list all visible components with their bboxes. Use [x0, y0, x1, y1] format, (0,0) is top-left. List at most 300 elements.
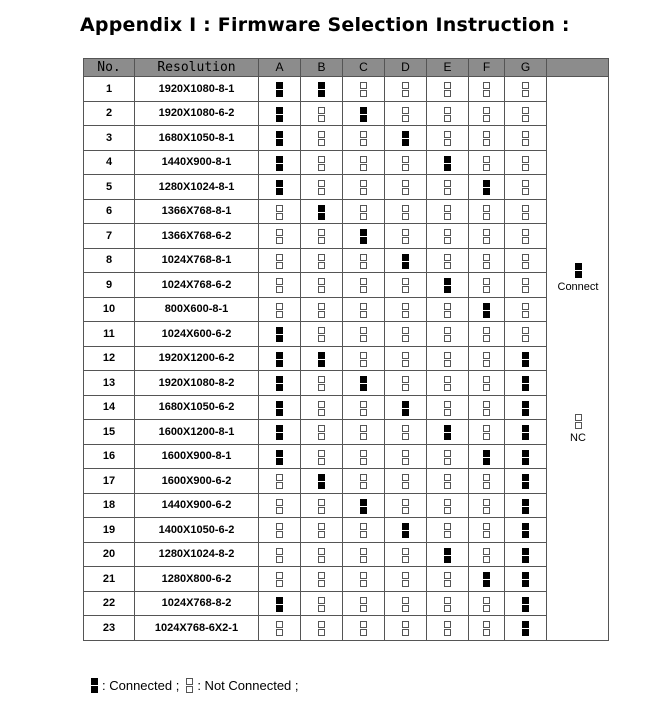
- pin-cell-g: [505, 567, 547, 592]
- pin-cell-c: [343, 101, 385, 126]
- header-pin-g: G: [505, 59, 547, 77]
- header-pin-d: D: [385, 59, 427, 77]
- pin-cell-d: [385, 567, 427, 592]
- jumper-open-icon: [443, 571, 452, 588]
- jumper-open-icon: [401, 155, 410, 172]
- jumper-open-icon: [359, 400, 368, 417]
- pin-cell-b: [301, 77, 343, 102]
- pin-cell-d: [385, 542, 427, 567]
- jumper-open-icon: [521, 277, 530, 294]
- jumper-open-icon: [317, 326, 326, 343]
- row-number: 1: [84, 77, 135, 102]
- pin-cell-g: [505, 150, 547, 175]
- row-number: 9: [84, 273, 135, 298]
- jumper-connected-icon: [401, 522, 410, 539]
- pin-cell-d: [385, 591, 427, 616]
- jumper-connected-icon: [521, 424, 530, 441]
- jumper-open-icon: [443, 449, 452, 466]
- jumper-open-icon: [317, 155, 326, 172]
- table-row: [84, 542, 609, 567]
- header-pin-a: A: [259, 59, 301, 77]
- jumper-open-icon: [521, 81, 530, 98]
- table-row: [84, 493, 609, 518]
- jumper-open-icon: [482, 228, 491, 245]
- pin-cell-e: [427, 469, 469, 494]
- row-resolution: 1440X900-6-2: [135, 493, 259, 518]
- jumper-open-icon: [359, 571, 368, 588]
- jumper-open-icon: [359, 179, 368, 196]
- pin-cell-e: [427, 420, 469, 445]
- pin-cell-f: [469, 224, 505, 249]
- jumper-open-icon: [359, 424, 368, 441]
- jumper-open-icon: [482, 620, 491, 637]
- jumper-open-icon: [359, 204, 368, 221]
- jumper-open-icon: [482, 473, 491, 490]
- row-resolution: 1920X1200-6-2: [135, 346, 259, 371]
- jumper-open-icon: [443, 596, 452, 613]
- pin-cell-g: [505, 297, 547, 322]
- pin-cell-a: [259, 248, 301, 273]
- header-legend: [547, 59, 609, 77]
- pin-cell-c: [343, 395, 385, 420]
- pin-cell-g: [505, 371, 547, 396]
- jumper-open-icon: [482, 155, 491, 172]
- jumper-open-icon: [482, 424, 491, 441]
- pin-cell-c: [343, 199, 385, 224]
- row-number: 3: [84, 126, 135, 151]
- table-row: [84, 126, 609, 151]
- row-number: 12: [84, 346, 135, 371]
- pin-cell-g: [505, 126, 547, 151]
- jumper-connected-icon: [521, 596, 530, 613]
- pin-cell-a: [259, 273, 301, 298]
- pin-cell-c: [343, 616, 385, 641]
- pin-cell-c: [343, 322, 385, 347]
- jumper-open-icon: [317, 498, 326, 515]
- jumper-open-icon: [275, 277, 284, 294]
- jumper-open-icon: [275, 571, 284, 588]
- row-number: 14: [84, 395, 135, 420]
- jumper-open-icon: [401, 571, 410, 588]
- pin-cell-c: [343, 591, 385, 616]
- jumper-open-icon: [401, 302, 410, 319]
- jumper-open-icon: [401, 179, 410, 196]
- pin-cell-e: [427, 273, 469, 298]
- jumper-open-icon: [317, 571, 326, 588]
- pin-cell-a: [259, 224, 301, 249]
- jumper-connected-icon: [482, 449, 491, 466]
- legend-connect: [547, 262, 609, 293]
- jumper-open-icon: [275, 547, 284, 564]
- jumper-open-icon: [443, 498, 452, 515]
- jumper-open-icon: [482, 351, 491, 368]
- row-resolution: 1280X1024-8-2: [135, 542, 259, 567]
- row-resolution: 1280X1024-8-1: [135, 175, 259, 200]
- jumper-open-icon: [359, 326, 368, 343]
- pin-cell-c: [343, 150, 385, 175]
- pin-cell-d: [385, 150, 427, 175]
- pin-cell-a: [259, 493, 301, 518]
- connected-symbol-icon: [90, 677, 99, 694]
- row-number: 7: [84, 224, 135, 249]
- row-number: 16: [84, 444, 135, 469]
- connected-symbol-icon: [574, 262, 583, 279]
- jumper-connected-icon: [359, 375, 368, 392]
- pin-cell-b: [301, 444, 343, 469]
- pin-cell-a: [259, 346, 301, 371]
- pin-cell-f: [469, 493, 505, 518]
- row-resolution: 1400X1050-6-2: [135, 518, 259, 543]
- jumper-open-icon: [275, 302, 284, 319]
- jumper-connected-icon: [275, 179, 284, 196]
- jumper-open-icon: [401, 81, 410, 98]
- pin-cell-a: [259, 395, 301, 420]
- row-number: 10: [84, 297, 135, 322]
- legend-connect-label: Connect: [557, 281, 599, 293]
- jumper-open-icon: [482, 277, 491, 294]
- jumper-connected-icon: [275, 596, 284, 613]
- table-row: [84, 395, 609, 420]
- row-resolution: 1024X768-8-2: [135, 591, 259, 616]
- jumper-open-icon: [401, 547, 410, 564]
- jumper-open-icon: [359, 547, 368, 564]
- firmware-selection-table: [83, 58, 609, 641]
- jumper-open-icon: [443, 106, 452, 123]
- jumper-connected-icon: [482, 302, 491, 319]
- jumper-open-icon: [317, 400, 326, 417]
- table-row: [84, 248, 609, 273]
- jumper-open-icon: [359, 473, 368, 490]
- jumper-open-icon: [482, 400, 491, 417]
- jumper-connected-icon: [401, 400, 410, 417]
- pin-cell-e: [427, 395, 469, 420]
- pin-cell-g: [505, 224, 547, 249]
- pin-cell-b: [301, 224, 343, 249]
- jumper-open-icon: [482, 375, 491, 392]
- jumper-connected-icon: [521, 473, 530, 490]
- pin-cell-g: [505, 542, 547, 567]
- table-header-row: [84, 59, 609, 77]
- pin-cell-a: [259, 420, 301, 445]
- jumper-open-icon: [521, 302, 530, 319]
- pin-cell-b: [301, 371, 343, 396]
- pin-cell-g: [505, 444, 547, 469]
- jumper-open-icon: [359, 596, 368, 613]
- pin-cell-c: [343, 175, 385, 200]
- jumper-connected-icon: [275, 106, 284, 123]
- row-number: 11: [84, 322, 135, 347]
- jumper-open-icon: [317, 596, 326, 613]
- table-row: [84, 591, 609, 616]
- jumper-open-icon: [443, 204, 452, 221]
- jumper-open-icon: [443, 130, 452, 147]
- pin-cell-e: [427, 224, 469, 249]
- jumper-open-icon: [359, 277, 368, 294]
- jumper-open-icon: [359, 253, 368, 270]
- pin-cell-c: [343, 297, 385, 322]
- jumper-open-icon: [482, 204, 491, 221]
- jumper-connected-icon: [275, 81, 284, 98]
- jumper-open-icon: [521, 179, 530, 196]
- row-number: 4: [84, 150, 135, 175]
- jumper-open-icon: [317, 179, 326, 196]
- jumper-connected-icon: [521, 620, 530, 637]
- row-number: 5: [84, 175, 135, 200]
- pin-cell-g: [505, 248, 547, 273]
- pin-cell-g: [505, 346, 547, 371]
- jumper-connected-icon: [521, 498, 530, 515]
- pin-cell-d: [385, 518, 427, 543]
- pin-cell-e: [427, 493, 469, 518]
- pin-cell-d: [385, 469, 427, 494]
- row-resolution: 1600X900-8-1: [135, 444, 259, 469]
- jumper-open-icon: [275, 620, 284, 637]
- pin-cell-e: [427, 542, 469, 567]
- jumper-open-icon: [482, 547, 491, 564]
- jumper-open-icon: [317, 547, 326, 564]
- jumper-open-icon: [359, 155, 368, 172]
- jumper-open-icon: [443, 522, 452, 539]
- footer-not-connected-text: : Not Connected ;: [197, 678, 299, 693]
- pin-cell-f: [469, 175, 505, 200]
- jumper-open-icon: [317, 228, 326, 245]
- pin-cell-d: [385, 420, 427, 445]
- table-row: [84, 420, 609, 445]
- pin-cell-b: [301, 322, 343, 347]
- table-row: [84, 175, 609, 200]
- pin-cell-e: [427, 567, 469, 592]
- pin-cell-c: [343, 493, 385, 518]
- pin-cell-g: [505, 493, 547, 518]
- pin-cell-d: [385, 248, 427, 273]
- header-no: No.: [84, 59, 135, 77]
- pin-cell-g: [505, 591, 547, 616]
- jumper-open-icon: [317, 620, 326, 637]
- pin-cell-b: [301, 199, 343, 224]
- pin-cell-a: [259, 199, 301, 224]
- row-number: 15: [84, 420, 135, 445]
- jumper-open-icon: [275, 204, 284, 221]
- pin-cell-e: [427, 77, 469, 102]
- jumper-connected-icon: [317, 204, 326, 221]
- pin-cell-c: [343, 371, 385, 396]
- jumper-open-icon: [401, 449, 410, 466]
- pin-cell-f: [469, 591, 505, 616]
- jumper-open-icon: [317, 375, 326, 392]
- row-number: 20: [84, 542, 135, 567]
- pin-cell-b: [301, 395, 343, 420]
- pin-cell-c: [343, 224, 385, 249]
- row-number: 8: [84, 248, 135, 273]
- row-resolution: 1680X1050-6-2: [135, 395, 259, 420]
- table-row: [84, 101, 609, 126]
- jumper-open-icon: [482, 326, 491, 343]
- jumper-connected-icon: [275, 449, 284, 466]
- row-number: 6: [84, 199, 135, 224]
- pin-cell-g: [505, 616, 547, 641]
- jumper-connected-icon: [521, 449, 530, 466]
- pin-cell-b: [301, 150, 343, 175]
- pin-cell-e: [427, 322, 469, 347]
- pin-cell-c: [343, 420, 385, 445]
- row-resolution: 1366X768-6-2: [135, 224, 259, 249]
- header-pin-b: B: [301, 59, 343, 77]
- pin-cell-f: [469, 101, 505, 126]
- jumper-open-icon: [275, 228, 284, 245]
- pin-cell-e: [427, 126, 469, 151]
- jumper-connected-icon: [359, 228, 368, 245]
- jumper-connected-icon: [521, 375, 530, 392]
- pin-cell-f: [469, 199, 505, 224]
- row-number: 21: [84, 567, 135, 592]
- pin-cell-d: [385, 175, 427, 200]
- table-row: [84, 346, 609, 371]
- pin-cell-e: [427, 616, 469, 641]
- pin-cell-b: [301, 248, 343, 273]
- pin-cell-d: [385, 224, 427, 249]
- footer-connected-text: : Connected ;: [102, 678, 180, 693]
- pin-cell-d: [385, 273, 427, 298]
- jumper-open-icon: [482, 498, 491, 515]
- row-resolution: 1024X768-6-2: [135, 273, 259, 298]
- table-row: [84, 518, 609, 543]
- row-resolution: 1600X900-6-2: [135, 469, 259, 494]
- table-body: [84, 77, 609, 641]
- pin-cell-f: [469, 77, 505, 102]
- table-row: [84, 297, 609, 322]
- jumper-open-icon: [359, 302, 368, 319]
- pin-cell-a: [259, 591, 301, 616]
- legend-nc-label: NC: [570, 432, 586, 444]
- jumper-connected-icon: [443, 547, 452, 564]
- jumper-open-icon: [401, 596, 410, 613]
- row-resolution: 800X600-8-1: [135, 297, 259, 322]
- pin-cell-f: [469, 248, 505, 273]
- pin-cell-e: [427, 297, 469, 322]
- row-resolution: 1920X1080-6-2: [135, 101, 259, 126]
- jumper-open-icon: [521, 204, 530, 221]
- table-row: [84, 567, 609, 592]
- jumper-open-icon: [401, 106, 410, 123]
- pin-cell-g: [505, 518, 547, 543]
- jumper-open-icon: [401, 498, 410, 515]
- jumper-connected-icon: [275, 375, 284, 392]
- pin-cell-a: [259, 77, 301, 102]
- jumper-open-icon: [443, 375, 452, 392]
- jumper-open-icon: [317, 130, 326, 147]
- jumper-open-icon: [443, 351, 452, 368]
- pin-cell-f: [469, 469, 505, 494]
- row-resolution: 1024X600-6-2: [135, 322, 259, 347]
- jumper-connected-icon: [521, 571, 530, 588]
- pin-cell-d: [385, 322, 427, 347]
- pin-cell-b: [301, 518, 343, 543]
- jumper-open-icon: [482, 596, 491, 613]
- jumper-open-icon: [521, 228, 530, 245]
- row-resolution: 1024X768-6X2-1: [135, 616, 259, 641]
- jumper-connected-icon: [521, 547, 530, 564]
- pin-cell-e: [427, 150, 469, 175]
- jumper-open-icon: [521, 130, 530, 147]
- pin-cell-d: [385, 77, 427, 102]
- jumper-open-icon: [359, 351, 368, 368]
- pin-cell-e: [427, 199, 469, 224]
- pin-cell-a: [259, 175, 301, 200]
- jumper-open-icon: [317, 253, 326, 270]
- pin-cell-a: [259, 616, 301, 641]
- header-resolution: Resolution: [135, 59, 259, 77]
- jumper-open-icon: [401, 473, 410, 490]
- jumper-open-icon: [317, 522, 326, 539]
- pin-cell-c: [343, 444, 385, 469]
- pin-cell-a: [259, 469, 301, 494]
- jumper-connected-icon: [317, 473, 326, 490]
- jumper-open-icon: [317, 449, 326, 466]
- pin-cell-a: [259, 567, 301, 592]
- pin-cell-f: [469, 567, 505, 592]
- jumper-connected-icon: [443, 424, 452, 441]
- jumper-connected-icon: [521, 400, 530, 417]
- pin-cell-b: [301, 493, 343, 518]
- pin-cell-d: [385, 444, 427, 469]
- pin-cell-c: [343, 346, 385, 371]
- row-number: 17: [84, 469, 135, 494]
- jumper-connected-icon: [521, 522, 530, 539]
- row-number: 23: [84, 616, 135, 641]
- jumper-open-icon: [521, 253, 530, 270]
- row-number: 19: [84, 518, 135, 543]
- jumper-connected-icon: [275, 326, 284, 343]
- row-resolution: 1024X768-8-1: [135, 248, 259, 273]
- jumper-open-icon: [401, 620, 410, 637]
- jumper-open-icon: [401, 375, 410, 392]
- pin-cell-g: [505, 101, 547, 126]
- jumper-open-icon: [443, 302, 452, 319]
- row-resolution: 1440X900-8-1: [135, 150, 259, 175]
- pin-cell-a: [259, 150, 301, 175]
- jumper-connected-icon: [401, 130, 410, 147]
- pin-cell-f: [469, 322, 505, 347]
- row-number: 13: [84, 371, 135, 396]
- row-resolution: 1600X1200-8-1: [135, 420, 259, 445]
- jumper-open-icon: [359, 620, 368, 637]
- table-row: [84, 150, 609, 175]
- pin-cell-g: [505, 322, 547, 347]
- jumper-open-icon: [521, 155, 530, 172]
- jumper-open-icon: [317, 302, 326, 319]
- pin-cell-d: [385, 101, 427, 126]
- pin-cell-g: [505, 77, 547, 102]
- jumper-open-icon: [482, 253, 491, 270]
- pin-cell-e: [427, 248, 469, 273]
- jumper-open-icon: [443, 228, 452, 245]
- pin-cell-g: [505, 395, 547, 420]
- jumper-open-icon: [401, 424, 410, 441]
- pin-cell-a: [259, 444, 301, 469]
- pin-cell-c: [343, 542, 385, 567]
- row-resolution: 1280X800-6-2: [135, 567, 259, 592]
- jumper-connected-icon: [317, 81, 326, 98]
- row-number: 18: [84, 493, 135, 518]
- pin-cell-f: [469, 616, 505, 641]
- pin-cell-e: [427, 518, 469, 543]
- table-row: [84, 371, 609, 396]
- jumper-connected-icon: [482, 571, 491, 588]
- pin-cell-c: [343, 126, 385, 151]
- jumper-connected-icon: [482, 179, 491, 196]
- jumper-open-icon: [482, 106, 491, 123]
- table-row: [84, 322, 609, 347]
